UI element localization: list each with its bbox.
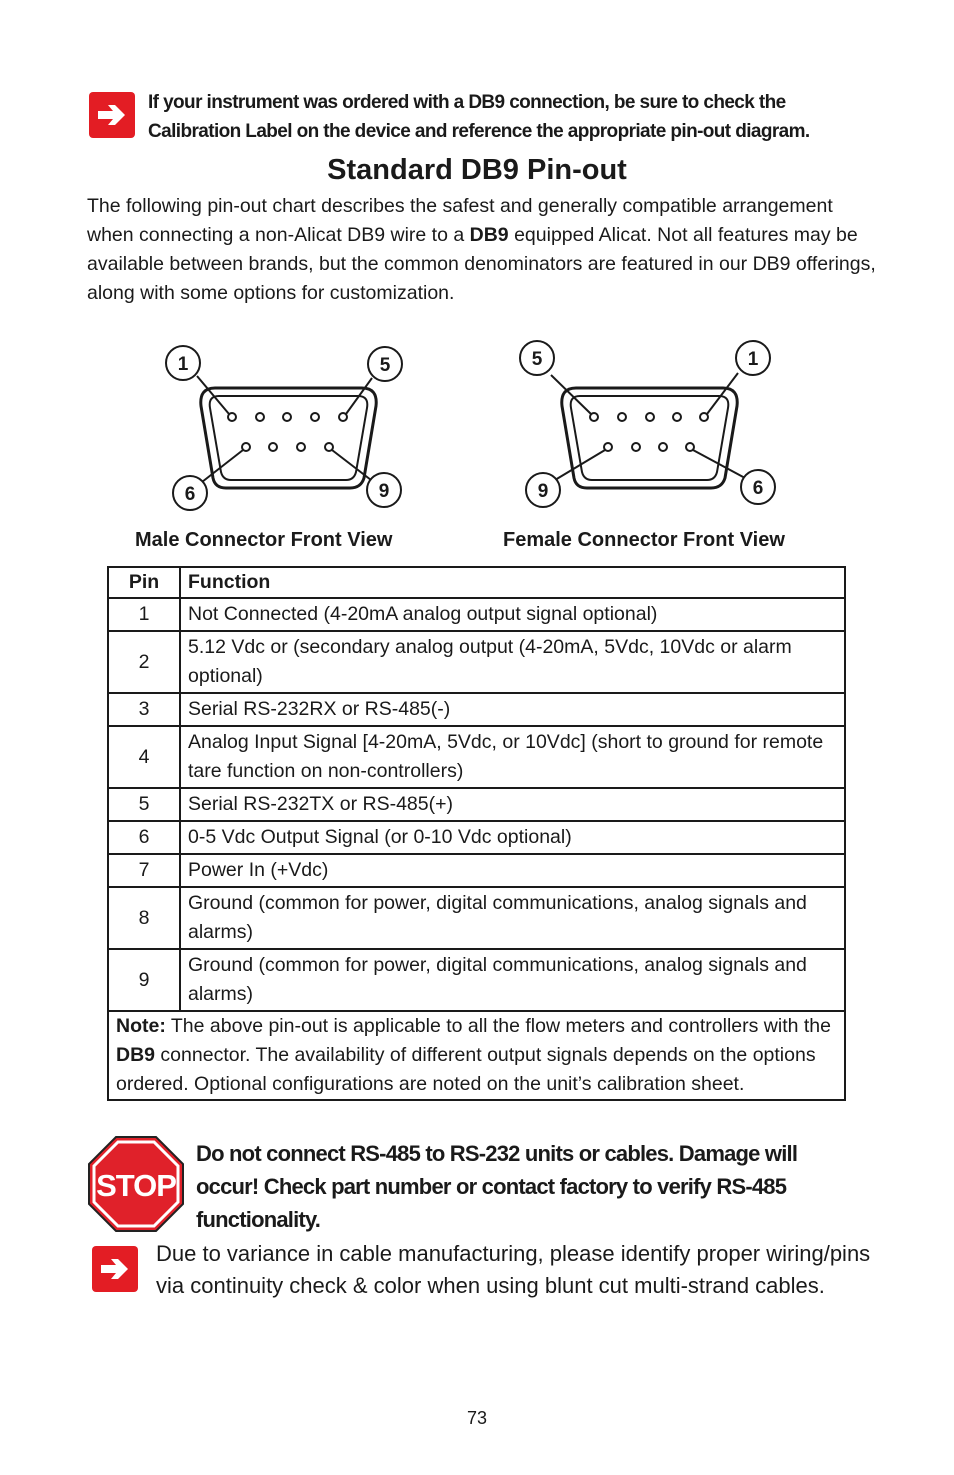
male-pin-hole xyxy=(242,443,250,451)
intro-paragraph xyxy=(87,192,877,308)
top-note-line-1: If your instrument was ordered with a DB9 connection, be sure to check the xyxy=(148,92,786,113)
female-pin-hole xyxy=(618,413,626,421)
page-number: 73 xyxy=(466,1408,488,1428)
pin-function: Power In (+Vdc) xyxy=(180,854,845,887)
male-pin-label-9: 9 xyxy=(378,481,390,502)
female-pin-hole xyxy=(659,443,667,451)
note-label: Note: xyxy=(116,1015,166,1037)
female-pin-hole xyxy=(700,413,708,421)
pin-number: 2 xyxy=(108,631,180,693)
male-connector-label: Male Connector Front View xyxy=(135,529,393,551)
female-pin-label-5: 5 xyxy=(531,349,543,370)
table-header-row xyxy=(108,567,845,598)
female-pin-label-6: 6 xyxy=(752,478,764,499)
male-pin-hole xyxy=(297,443,305,451)
pin-function: Ground (common for power, digital communications, analog signals and alarms) xyxy=(180,949,845,1011)
pin-number: 5 xyxy=(108,788,180,821)
female-pin-hole xyxy=(686,443,694,451)
pin-number: 6 xyxy=(108,821,180,854)
connector-diagram xyxy=(0,330,954,560)
pin-function: Analog Input Signal [4-20mA, 5Vdc, or 10Vdc] (short to ground for remote tare function on non-controllers) xyxy=(180,726,845,788)
table-row xyxy=(108,693,845,726)
stop-sign-icon xyxy=(88,1136,184,1232)
female-connector-label: Female Connector Front View xyxy=(503,529,785,551)
arrow-right-icon xyxy=(89,92,135,138)
male-pin-hole xyxy=(228,413,236,421)
female-pin-label-9: 9 xyxy=(537,481,549,502)
intro-bold-db9: DB9 xyxy=(469,224,509,246)
pin-number: 8 xyxy=(108,887,180,949)
female-pin-hole xyxy=(673,413,681,421)
pin-function: 5.12 Vdc or (secondary analog output (4-20mA, 5Vdc, 10Vdc or alarm optional) xyxy=(180,631,845,693)
female-pin-hole xyxy=(632,443,640,451)
pin-number: 7 xyxy=(108,854,180,887)
male-pin-hole xyxy=(269,443,277,451)
pin-number: 1 xyxy=(108,598,180,631)
table-row xyxy=(108,788,845,821)
female-pin-hole xyxy=(590,413,598,421)
pin-function: Serial RS-232TX or RS-485(+) xyxy=(180,788,845,821)
male-pin-label-1: 1 xyxy=(177,354,189,375)
male-pin-hole xyxy=(325,443,333,451)
female-pin-hole xyxy=(646,413,654,421)
intro-text-1: The following pin-out chart describes the safest and generally compatible arrangement when connecting a non-Alicat DB9 wire to a xyxy=(87,195,833,246)
pin-function: Ground (common for power, digital communications, analog signals and alarms) xyxy=(180,887,845,949)
header-pin: Pin xyxy=(108,567,180,598)
bottom-note-text: Due to variance in cable manufacturing, please identify proper wiring/pins via continuity check & color when using blunt cut multi-strand cables. xyxy=(156,1241,871,1298)
male-pin-hole xyxy=(256,413,264,421)
intro-text-2: equipped Alicat. Not all features may be available between brands, but the common denominators are featured in our DB9 offerings, along with some options for customization. xyxy=(87,224,876,304)
top-note xyxy=(148,88,888,146)
header-function: Function xyxy=(180,567,845,598)
note-bold-db9: DB9 xyxy=(116,1044,156,1066)
note-text-2: connector. The availability of different output signals depends on the options ordered. Optional configurations are noted on the unit’s calibration sheet. xyxy=(116,1044,816,1095)
table-row xyxy=(108,949,845,1011)
female-pin-hole xyxy=(604,443,612,451)
table-row xyxy=(108,887,845,949)
table-row xyxy=(108,854,845,887)
male-pin-hole xyxy=(339,413,347,421)
male-pin-label-5: 5 xyxy=(379,355,391,376)
pinout-table xyxy=(107,566,846,1101)
female-connector xyxy=(520,341,775,507)
male-connector xyxy=(166,346,402,510)
male-pin-hole xyxy=(283,413,291,421)
note-text-1: The above pin-out is applicable to all the flow meters and controllers with the xyxy=(165,1015,831,1037)
page-title: Standard DB9 Pin-out xyxy=(327,154,627,186)
table-row xyxy=(108,821,845,854)
table-note xyxy=(108,1011,845,1100)
pin-number: 3 xyxy=(108,693,180,726)
table-note-row xyxy=(108,1011,845,1100)
arrow-right-icon xyxy=(92,1246,138,1292)
pin-function: Serial RS-232RX or RS-485(-) xyxy=(180,693,845,726)
pin-function: 0-5 Vdc Output Signal (or 0-10 Vdc optional) xyxy=(180,821,845,854)
table-row xyxy=(108,598,845,631)
female-pin-label-1: 1 xyxy=(747,349,759,370)
table-row xyxy=(108,631,845,693)
pin-number: 9 xyxy=(108,949,180,1011)
table-row xyxy=(108,726,845,788)
male-pin-hole xyxy=(311,413,319,421)
male-pin-label-6: 6 xyxy=(184,484,196,505)
top-note-line-2: Calibration Label on the device and reference the appropriate pin-out diagram. xyxy=(148,121,810,142)
pin-function: Not Connected (4-20mA analog output signal optional) xyxy=(180,598,845,631)
stop-warning-text: Do not connect RS-485 to RS-232 units or cables. Damage will occur! Check part number or contact factory to verify RS-485 functionality. xyxy=(196,1141,798,1232)
pin-number: 4 xyxy=(108,726,180,788)
stop-sign-text: STOP xyxy=(96,1168,176,1203)
